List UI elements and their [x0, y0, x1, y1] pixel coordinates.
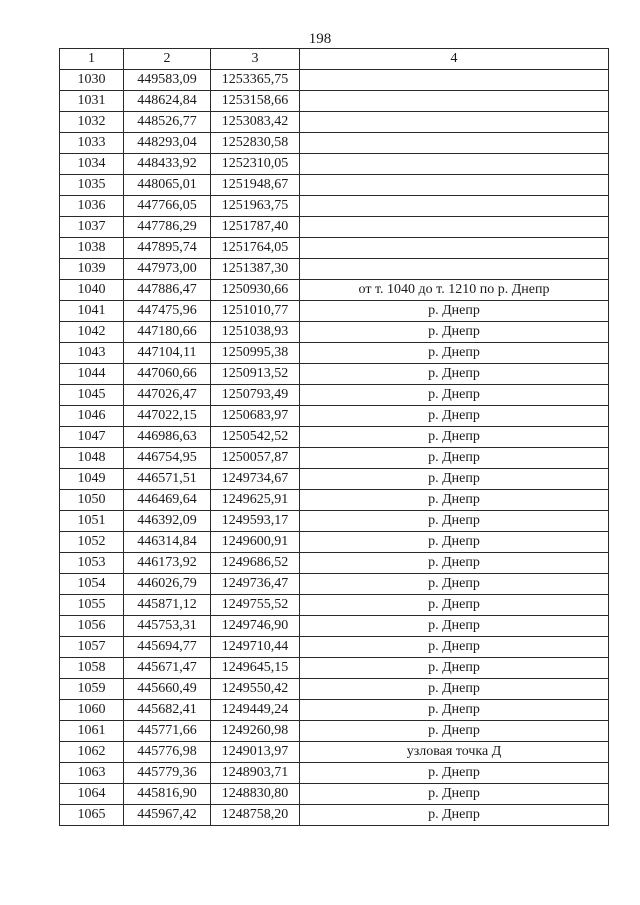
point-number-cell: 1060	[60, 700, 124, 721]
point-number-cell: 1061	[60, 721, 124, 742]
y-coordinate-cell: 1251948,67	[211, 175, 300, 196]
description-cell: р. Днепр	[300, 364, 609, 385]
x-coordinate-cell: 446469,64	[124, 490, 211, 511]
table-row	[60, 763, 609, 784]
y-coordinate-cell: 1248758,20	[211, 805, 300, 826]
y-coordinate-cell: 1249755,52	[211, 595, 300, 616]
table-row	[60, 301, 609, 322]
x-coordinate-cell: 445694,77	[124, 637, 211, 658]
description-cell: р. Днепр	[300, 532, 609, 553]
header-col-4: 4	[300, 49, 609, 70]
table-row	[60, 259, 609, 280]
y-coordinate-cell: 1248830,80	[211, 784, 300, 805]
y-coordinate-cell: 1251010,77	[211, 301, 300, 322]
table-row	[60, 343, 609, 364]
description-cell: р. Днепр	[300, 469, 609, 490]
y-coordinate-cell: 1250542,52	[211, 427, 300, 448]
table-row	[60, 448, 609, 469]
point-number-cell: 1043	[60, 343, 124, 364]
page-number: 198	[308, 31, 332, 47]
x-coordinate-cell: 446026,79	[124, 574, 211, 595]
x-coordinate-cell: 445753,31	[124, 616, 211, 637]
point-number-cell: 1059	[60, 679, 124, 700]
y-coordinate-cell: 1250913,52	[211, 364, 300, 385]
x-coordinate-cell: 446392,09	[124, 511, 211, 532]
x-coordinate-cell: 446314,84	[124, 532, 211, 553]
table-row	[60, 91, 609, 112]
y-coordinate-cell: 1253083,42	[211, 112, 300, 133]
x-coordinate-cell: 447475,96	[124, 301, 211, 322]
point-number-cell: 1053	[60, 553, 124, 574]
y-coordinate-cell: 1249260,98	[211, 721, 300, 742]
description-cell: р. Днепр	[300, 511, 609, 532]
table-body	[60, 70, 609, 826]
x-coordinate-cell: 447022,15	[124, 406, 211, 427]
table-row	[60, 511, 609, 532]
y-coordinate-cell: 1250683,97	[211, 406, 300, 427]
table-row	[60, 805, 609, 826]
y-coordinate-cell: 1251038,93	[211, 322, 300, 343]
y-coordinate-cell: 1249550,42	[211, 679, 300, 700]
description-cell	[300, 217, 609, 238]
point-number-cell: 1052	[60, 532, 124, 553]
x-coordinate-cell: 446173,92	[124, 553, 211, 574]
description-cell: р. Днепр	[300, 637, 609, 658]
point-number-cell: 1065	[60, 805, 124, 826]
description-cell: р. Днепр	[300, 784, 609, 805]
y-coordinate-cell: 1249600,91	[211, 532, 300, 553]
table-row	[60, 385, 609, 406]
y-coordinate-cell: 1249736,47	[211, 574, 300, 595]
table-row	[60, 175, 609, 196]
y-coordinate-cell: 1248903,71	[211, 763, 300, 784]
point-number-cell: 1064	[60, 784, 124, 805]
point-number-cell: 1044	[60, 364, 124, 385]
table-row	[60, 322, 609, 343]
description-cell: р. Днепр	[300, 427, 609, 448]
y-coordinate-cell: 1249686,52	[211, 553, 300, 574]
y-coordinate-cell: 1251764,05	[211, 238, 300, 259]
header-col-2: 2	[124, 49, 211, 70]
description-cell: р. Днепр	[300, 616, 609, 637]
table-row	[60, 700, 609, 721]
y-coordinate-cell: 1252310,05	[211, 154, 300, 175]
x-coordinate-cell: 446571,51	[124, 469, 211, 490]
description-cell: р. Днепр	[300, 322, 609, 343]
x-coordinate-cell: 445871,12	[124, 595, 211, 616]
point-number-cell: 1040	[60, 280, 124, 301]
point-number-cell: 1033	[60, 133, 124, 154]
table-row	[60, 70, 609, 91]
description-cell: р. Днепр	[300, 406, 609, 427]
table-row	[60, 490, 609, 511]
description-cell: р. Днепр	[300, 301, 609, 322]
description-cell: р. Днепр	[300, 805, 609, 826]
point-number-cell: 1051	[60, 511, 124, 532]
y-coordinate-cell: 1252830,58	[211, 133, 300, 154]
point-number-cell: 1047	[60, 427, 124, 448]
description-cell: р. Днепр	[300, 448, 609, 469]
description-cell	[300, 238, 609, 259]
x-coordinate-cell: 445682,41	[124, 700, 211, 721]
x-coordinate-cell: 448065,01	[124, 175, 211, 196]
x-coordinate-cell: 447180,66	[124, 322, 211, 343]
table-row	[60, 574, 609, 595]
point-number-cell: 1030	[60, 70, 124, 91]
y-coordinate-cell: 1249449,24	[211, 700, 300, 721]
table-row	[60, 679, 609, 700]
table-row	[60, 469, 609, 490]
coordinates-table	[59, 48, 609, 826]
point-number-cell: 1058	[60, 658, 124, 679]
y-coordinate-cell: 1251787,40	[211, 217, 300, 238]
y-coordinate-cell: 1249013,97	[211, 742, 300, 763]
table-row	[60, 133, 609, 154]
y-coordinate-cell: 1251963,75	[211, 196, 300, 217]
point-number-cell: 1054	[60, 574, 124, 595]
point-number-cell: 1048	[60, 448, 124, 469]
header-row	[60, 49, 609, 70]
x-coordinate-cell: 447104,11	[124, 343, 211, 364]
x-coordinate-cell: 445779,36	[124, 763, 211, 784]
table-row	[60, 637, 609, 658]
point-number-cell: 1037	[60, 217, 124, 238]
description-cell: р. Днепр	[300, 490, 609, 511]
table-row	[60, 154, 609, 175]
point-number-cell: 1031	[60, 91, 124, 112]
table-row	[60, 658, 609, 679]
header-col-3: 3	[211, 49, 300, 70]
x-coordinate-cell: 447886,47	[124, 280, 211, 301]
x-coordinate-cell: 447766,05	[124, 196, 211, 217]
description-cell: р. Днепр	[300, 658, 609, 679]
description-cell	[300, 175, 609, 196]
point-number-cell: 1056	[60, 616, 124, 637]
x-coordinate-cell: 447060,66	[124, 364, 211, 385]
point-number-cell: 1062	[60, 742, 124, 763]
point-number-cell: 1063	[60, 763, 124, 784]
table-header	[60, 49, 609, 70]
x-coordinate-cell: 448293,04	[124, 133, 211, 154]
table-row	[60, 364, 609, 385]
description-cell: р. Днепр	[300, 595, 609, 616]
point-number-cell: 1032	[60, 112, 124, 133]
y-coordinate-cell: 1250995,38	[211, 343, 300, 364]
description-cell	[300, 133, 609, 154]
table-row	[60, 427, 609, 448]
point-number-cell: 1049	[60, 469, 124, 490]
header-col-1: 1	[60, 49, 124, 70]
point-number-cell: 1038	[60, 238, 124, 259]
y-coordinate-cell: 1249734,67	[211, 469, 300, 490]
point-number-cell: 1041	[60, 301, 124, 322]
description-cell: р. Днепр	[300, 343, 609, 364]
x-coordinate-cell: 448624,84	[124, 91, 211, 112]
point-number-cell: 1050	[60, 490, 124, 511]
x-coordinate-cell: 447973,00	[124, 259, 211, 280]
point-number-cell: 1042	[60, 322, 124, 343]
x-coordinate-cell: 448433,92	[124, 154, 211, 175]
table-row	[60, 112, 609, 133]
x-coordinate-cell: 445771,66	[124, 721, 211, 742]
x-coordinate-cell: 446754,95	[124, 448, 211, 469]
x-coordinate-cell: 448526,77	[124, 112, 211, 133]
description-cell: р. Днепр	[300, 574, 609, 595]
x-coordinate-cell: 445967,42	[124, 805, 211, 826]
y-coordinate-cell: 1253158,66	[211, 91, 300, 112]
description-cell: р. Днепр	[300, 553, 609, 574]
description-cell: р. Днепр	[300, 721, 609, 742]
description-cell	[300, 154, 609, 175]
table-row	[60, 742, 609, 763]
x-coordinate-cell: 445776,98	[124, 742, 211, 763]
description-cell	[300, 196, 609, 217]
point-number-cell: 1046	[60, 406, 124, 427]
point-number-cell: 1039	[60, 259, 124, 280]
point-number-cell: 1055	[60, 595, 124, 616]
point-number-cell: 1045	[60, 385, 124, 406]
table-row	[60, 721, 609, 742]
x-coordinate-cell: 445671,47	[124, 658, 211, 679]
y-coordinate-cell: 1250057,87	[211, 448, 300, 469]
point-number-cell: 1057	[60, 637, 124, 658]
x-coordinate-cell: 447026,47	[124, 385, 211, 406]
description-cell: р. Днепр	[300, 700, 609, 721]
x-coordinate-cell: 447786,29	[124, 217, 211, 238]
y-coordinate-cell: 1251387,30	[211, 259, 300, 280]
table-row	[60, 217, 609, 238]
y-coordinate-cell: 1249625,91	[211, 490, 300, 511]
y-coordinate-cell: 1249645,15	[211, 658, 300, 679]
y-coordinate-cell: 1249710,44	[211, 637, 300, 658]
description-cell	[300, 91, 609, 112]
table-row	[60, 280, 609, 301]
description-cell	[300, 259, 609, 280]
x-coordinate-cell: 447895,74	[124, 238, 211, 259]
table-row	[60, 784, 609, 805]
table-row	[60, 595, 609, 616]
description-cell: р. Днепр	[300, 763, 609, 784]
description-cell: р. Днепр	[300, 679, 609, 700]
table-row	[60, 406, 609, 427]
table-row	[60, 616, 609, 637]
description-cell: узловая точка Д	[300, 742, 609, 763]
description-cell	[300, 70, 609, 91]
y-coordinate-cell: 1250793,49	[211, 385, 300, 406]
point-number-cell: 1035	[60, 175, 124, 196]
point-number-cell: 1034	[60, 154, 124, 175]
description-cell: от т. 1040 до т. 1210 по р. Днепр	[300, 280, 609, 301]
description-cell: р. Днепр	[300, 385, 609, 406]
x-coordinate-cell: 445816,90	[124, 784, 211, 805]
y-coordinate-cell: 1249746,90	[211, 616, 300, 637]
table-row	[60, 238, 609, 259]
y-coordinate-cell: 1250930,66	[211, 280, 300, 301]
description-cell	[300, 112, 609, 133]
point-number-cell: 1036	[60, 196, 124, 217]
table-row	[60, 532, 609, 553]
x-coordinate-cell: 449583,09	[124, 70, 211, 91]
table-row	[60, 553, 609, 574]
x-coordinate-cell: 446986,63	[124, 427, 211, 448]
y-coordinate-cell: 1249593,17	[211, 511, 300, 532]
y-coordinate-cell: 1253365,75	[211, 70, 300, 91]
table-row	[60, 196, 609, 217]
x-coordinate-cell: 445660,49	[124, 679, 211, 700]
